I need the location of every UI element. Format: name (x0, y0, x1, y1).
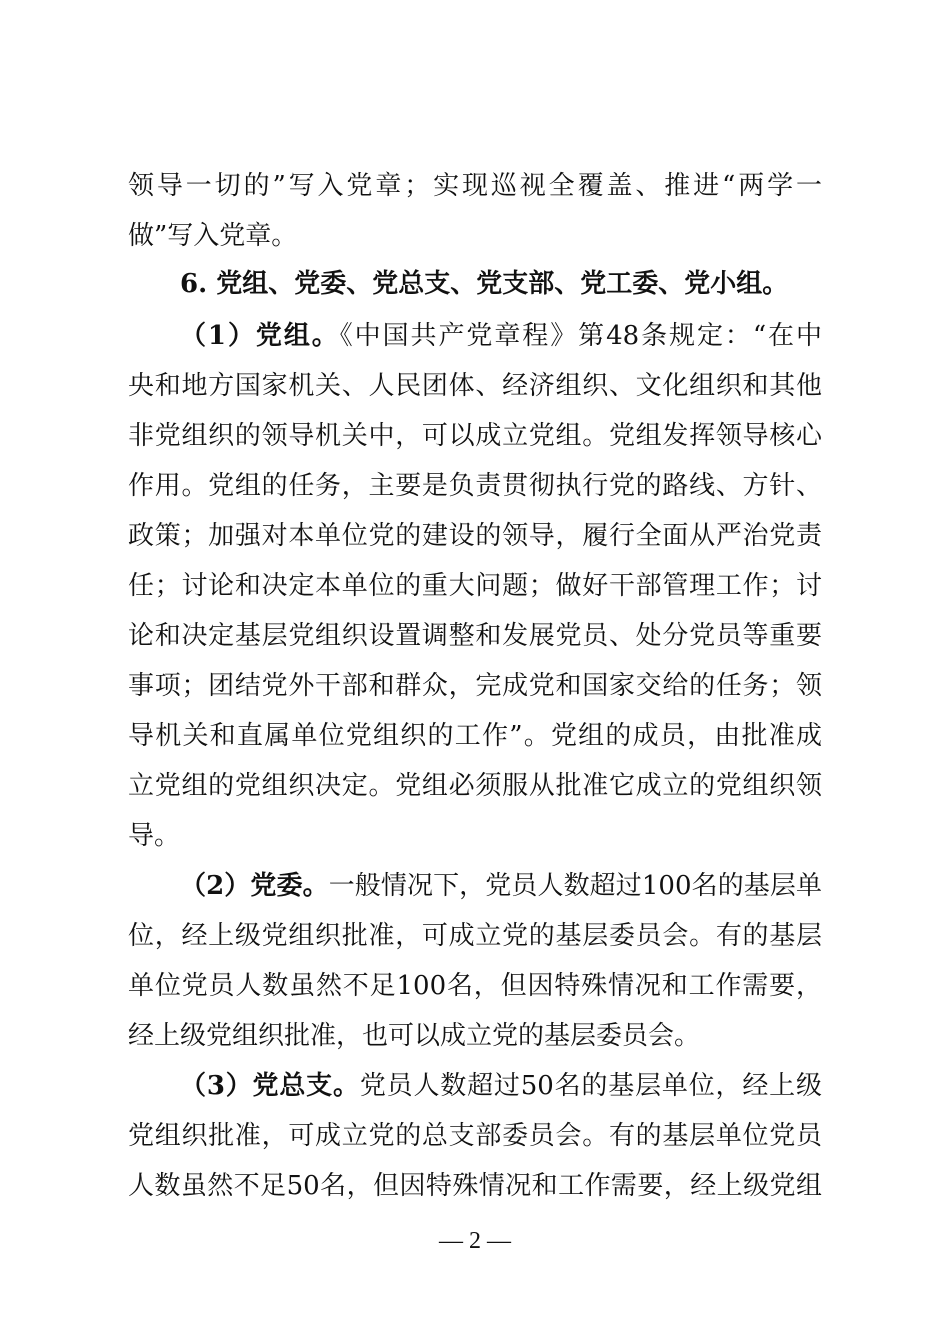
paragraph-label: （3）党总支。 (180, 1071, 360, 1101)
text-line: 央和地方国家机关、人民团体、经济组织、文化组织和其他 (128, 371, 822, 401)
text-line: 非党组织的领导机关中，可以成立党组。党组发挥领导核心 (128, 421, 822, 451)
text-line: 经上级党组织批准，也可以成立党的基层委员会。 (128, 1021, 701, 1051)
text-line: 位，经上级党组织批准，可成立党的基层委员会。有的基层 (128, 921, 822, 951)
paragraph-first-line (180, 868, 822, 904)
section-heading: 6. 党组、党委、党总支、党支部、党工委、党小组。 (180, 269, 789, 299)
text-line: 领导一切的”写入党章；实现巡视全覆盖、推进“两学一 (128, 171, 822, 201)
text-line: 人数虽然不足50名，但因特殊情况和工作需要，经上级党组 (128, 1171, 822, 1201)
text-line: 论和决定基层党组织设置调整和发展党员、处分党员等重要 (128, 621, 822, 651)
page-number: — 2 — (439, 1228, 511, 1254)
text-line: 政策；加强对本单位党的建设的领导，履行全面从严治党责 (128, 521, 822, 551)
paragraph-first-line (180, 1068, 822, 1104)
paragraph-text: 党员人数超过50名的基层单位，经上级 (359, 1071, 822, 1101)
text-line: 党组织批准，可成立党的总支部委员会。有的基层单位党员 (128, 1121, 822, 1151)
paragraph-text: 《中国共产党章程》第48条规定：“在中 (339, 321, 822, 351)
text-line: 作用。党组的任务，主要是负责贯彻执行党的路线、方针、 (128, 471, 822, 501)
paragraph-label: （1）党组。 (180, 321, 340, 351)
paragraph-first-line (180, 318, 822, 354)
text-line: 事项；团结党外干部和群众，完成党和国家交给的任务；领 (128, 671, 822, 701)
paragraph-label: （2）党委。 (180, 871, 329, 901)
text-line: 导。 (128, 821, 181, 851)
text-line: 导机关和直属单位党组织的工作”。党组的成员，由批准成 (128, 721, 822, 751)
text-line: 任；讨论和决定本单位的重大问题；做好干部管理工作；讨 (128, 571, 822, 601)
text-line: 做”写入党章。 (128, 221, 298, 251)
text-line: 单位党员人数虽然不足100名，但因特殊情况和工作需要， (128, 971, 822, 1001)
paragraph-text: 一般情况下，党员人数超过100名的基层单 (328, 871, 822, 901)
text-line: 立党组的党组织决定。党组必须服从批准它成立的党组织领 (128, 771, 822, 801)
